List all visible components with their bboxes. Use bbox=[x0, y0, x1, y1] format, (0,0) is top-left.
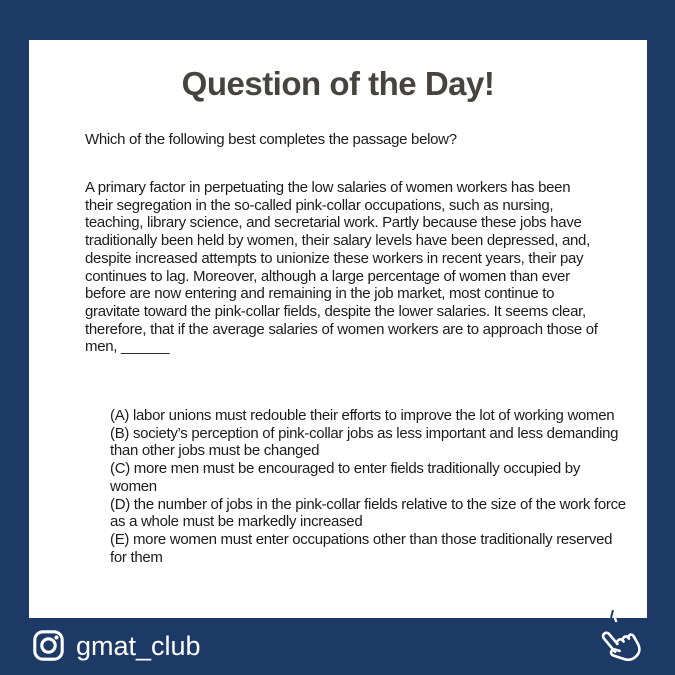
question-text: Which of the following best completes the passage below? bbox=[85, 131, 457, 148]
instagram-icon bbox=[31, 628, 66, 663]
question-card bbox=[29, 40, 647, 618]
answer-option-d: (D) the number of jobs in the pink-collar fields relative to the size of the work force as a whole must be markedly increased bbox=[110, 495, 626, 531]
answer-option-c: (C) more men must be encouraged to enter fields traditionally occupied by women bbox=[110, 460, 581, 495]
answer-option-e: (E) more women must enter occupations other than those traditionally reserved for them bbox=[110, 530, 613, 566]
footer-bar bbox=[0, 618, 675, 675]
answer-options bbox=[110, 407, 628, 566]
pointing-hand-icon bbox=[582, 610, 662, 674]
answer-option-a: (A) labor unions must redouble their efforts to improve the lot of working women bbox=[110, 407, 615, 424]
passage-text: A primary factor in perpetuating the low salaries of women workers has been their segregation in the so-called pink-collar occupations, such as nursing, teaching, library science, and secretarial work. Partly because these jobs have traditionally been held by women, their salary levels have been depressed, and, despite increased attempts to unionize these workers in recent years, their pay continues to lag. Moreover, although a large percentage of women than ever before are now entering and remaining in the job market, most continue to gravitate toward the pink-collar fields, despite the lower salaries. It seems clear, therefore, that if the average salaries of women workers are to approach those of men, ______ bbox=[85, 179, 598, 356]
instagram-handle: gmat_club bbox=[76, 631, 201, 661]
page-title: Question of the Day! bbox=[181, 65, 495, 102]
answer-option-b: (B) society’s perception of pink-collar jobs as less important and less demanding than other jobs must be changed bbox=[110, 424, 619, 460]
